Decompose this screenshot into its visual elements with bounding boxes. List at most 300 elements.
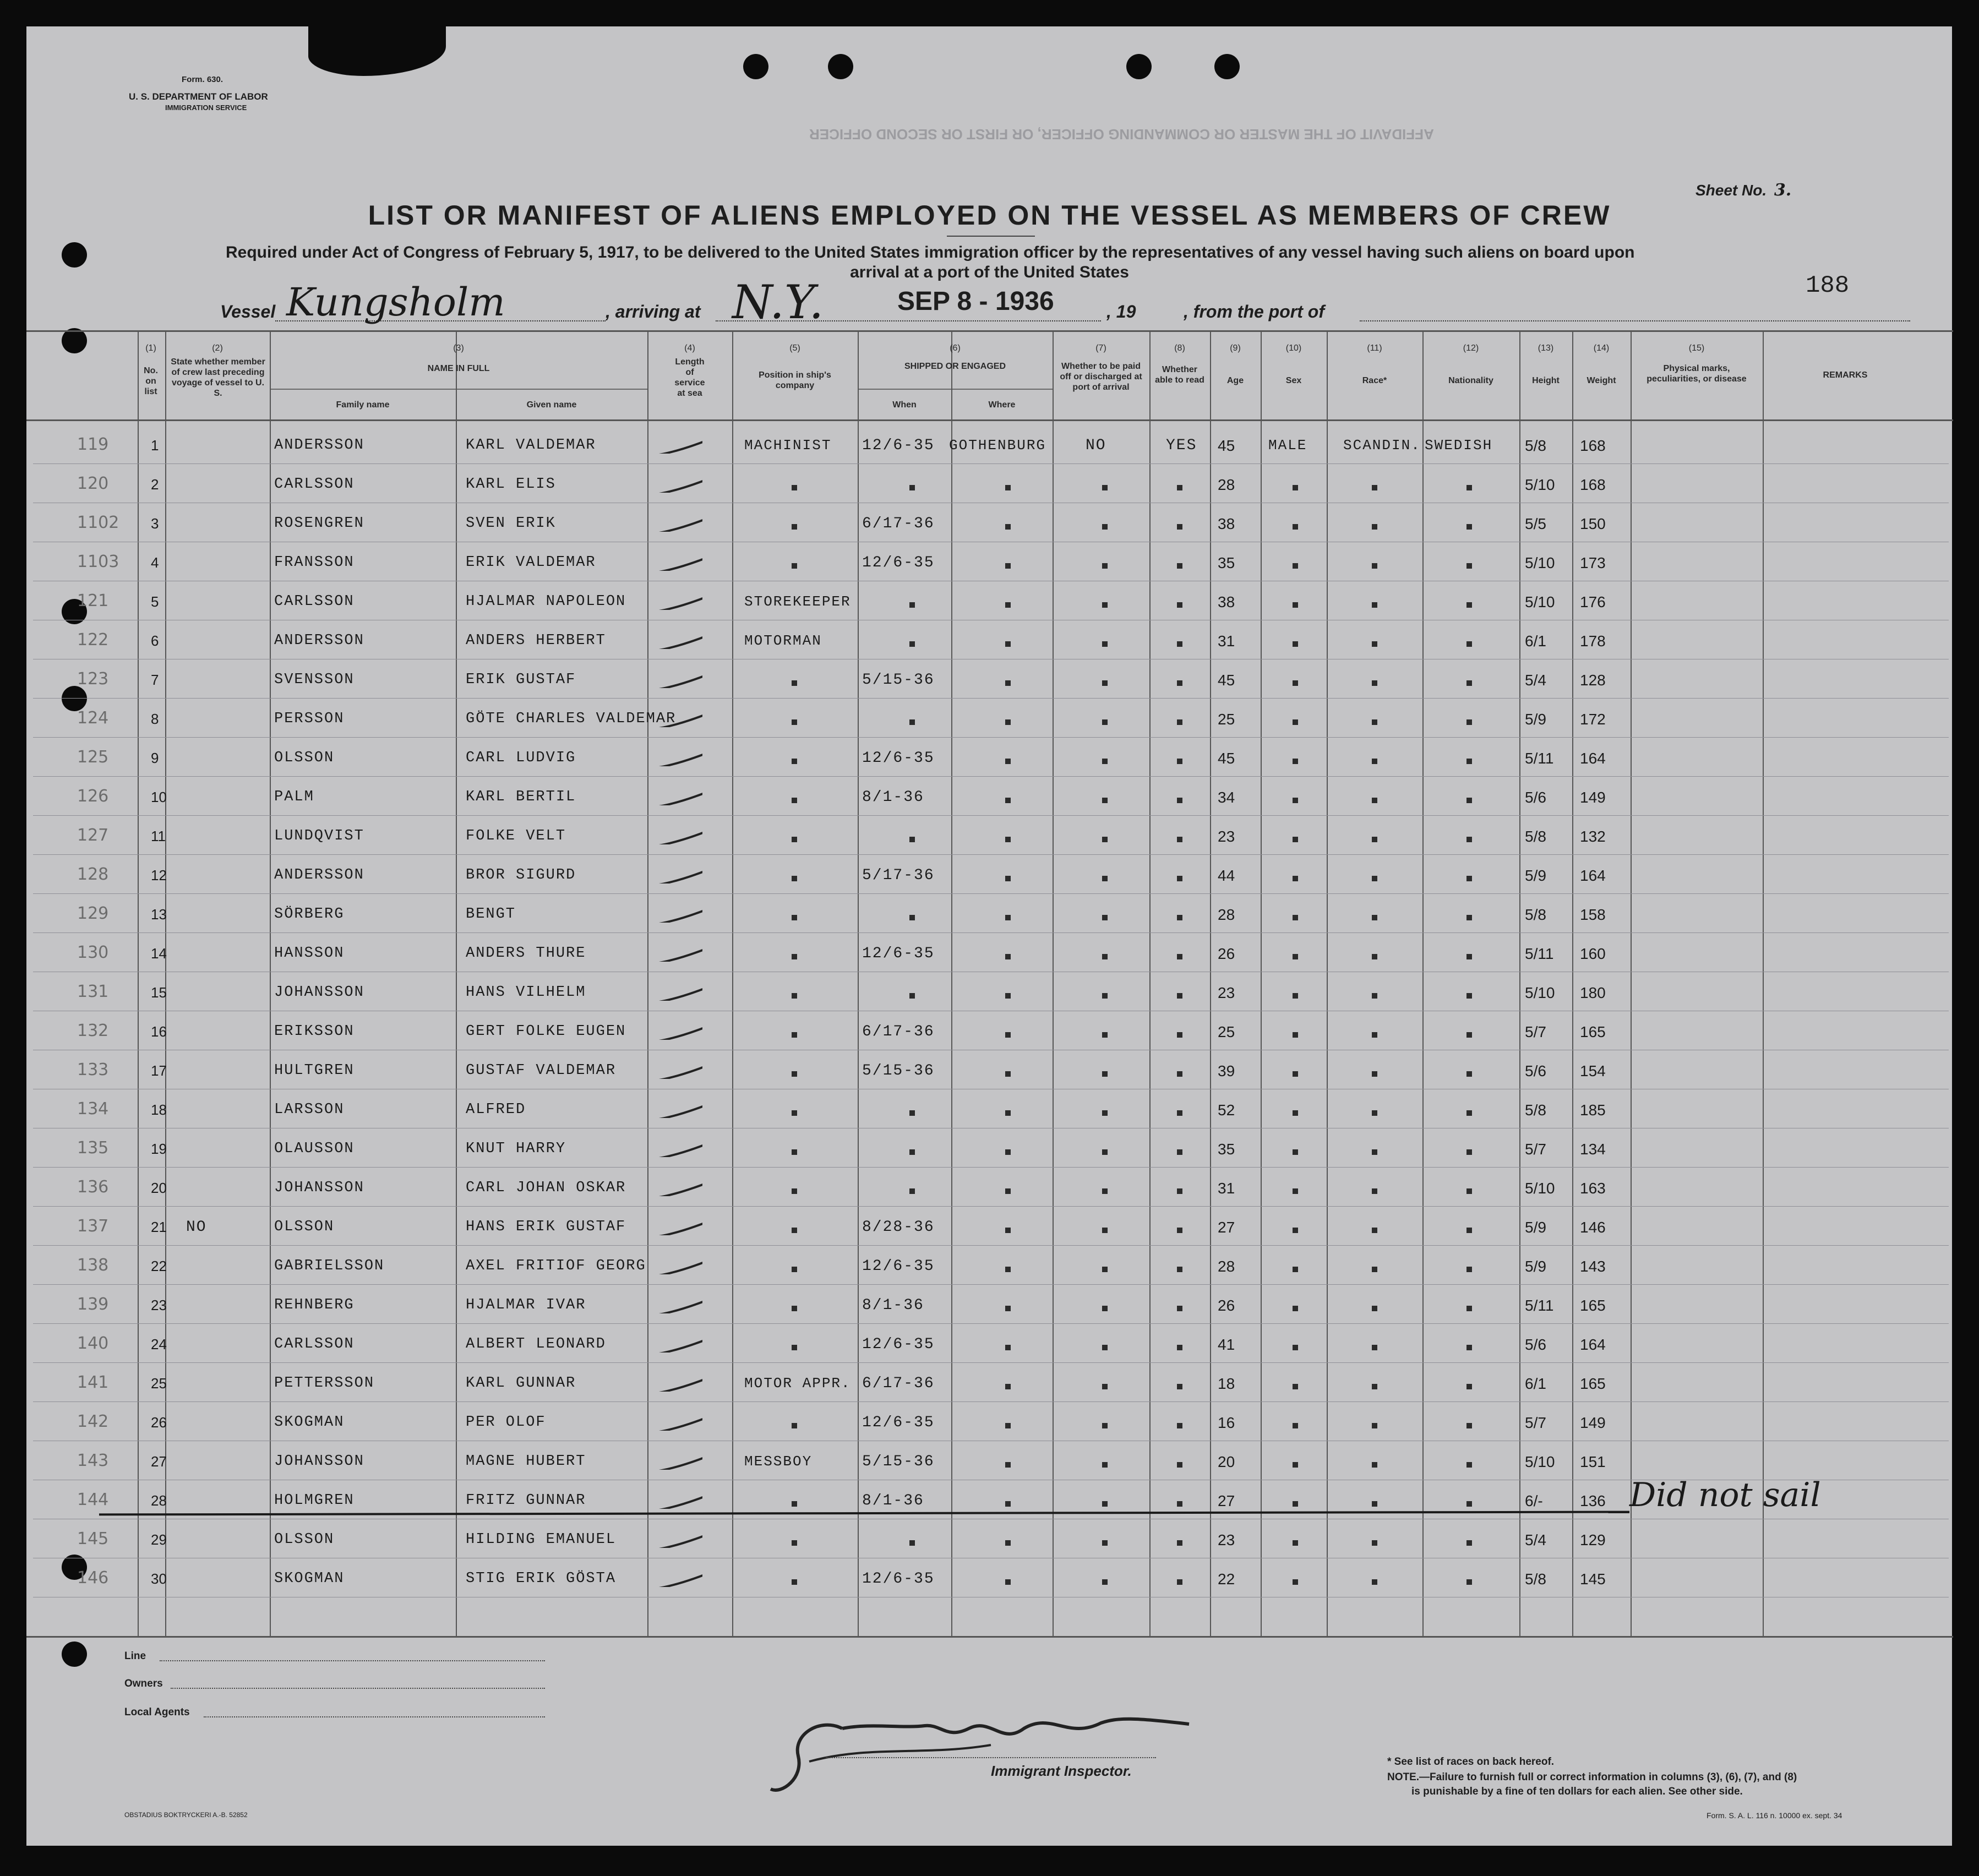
cell-given: PER OLOF [466, 1414, 546, 1431]
ditto-mark [1177, 876, 1182, 881]
table-row [0, 977, 1979, 1016]
cell-height: 5/8 [1525, 906, 1546, 923]
cell-family: SVENSSON [274, 672, 355, 688]
from-port-dotline [1360, 320, 1910, 321]
cell-when: 12/6-35 [862, 437, 935, 454]
ditto-mark [1466, 1071, 1472, 1077]
cell-no: 20 [151, 1180, 167, 1196]
ditto-mark [792, 1228, 797, 1233]
ditto-mark [1466, 1423, 1472, 1428]
ditto-mark [1005, 759, 1011, 764]
ditto-mark [1293, 563, 1298, 569]
cell-height: 5/11 [1525, 945, 1554, 962]
cell-no: 4 [151, 554, 159, 571]
table-bottom-rule [26, 1636, 1953, 1638]
cell-family: CARLSSON [274, 476, 355, 493]
service-check-mark [647, 1291, 702, 1313]
ditto-mark [1466, 485, 1472, 490]
cell-remarks: Did not sail [1629, 1476, 1821, 1514]
ditto-mark [1102, 1540, 1108, 1546]
cell-given: ALFRED [466, 1101, 526, 1118]
cell-weight: 145 [1580, 1570, 1606, 1588]
cell-family: ROSENGREN [274, 515, 364, 532]
signature-text [782, 1717, 784, 1718]
service-check-mark [647, 1018, 702, 1040]
cell-margin: 121 [77, 591, 109, 610]
ditto-mark [792, 1267, 797, 1272]
col10-number: (10) [1285, 343, 1302, 353]
service-check-mark [647, 1409, 702, 1431]
inspector-signature [760, 1695, 1200, 1800]
ditto-mark [1102, 1501, 1108, 1507]
ditto-mark [1102, 1384, 1108, 1389]
table-row [0, 1133, 1979, 1172]
col6-header: SHIPPED OR ENGAGED [904, 362, 1006, 371]
ditto-mark [1293, 1149, 1298, 1155]
table-row [0, 742, 1979, 781]
cell-age: 27 [1218, 1219, 1235, 1236]
cell-height: 5/11 [1525, 1297, 1554, 1314]
col3-number: (3) [453, 343, 464, 353]
ditto-mark [1102, 524, 1108, 530]
cell-age: 39 [1218, 1062, 1235, 1079]
ditto-mark [1177, 1501, 1182, 1507]
table-row [0, 429, 1979, 468]
table-row [0, 468, 1979, 508]
table-row [0, 1172, 1979, 1211]
service-check-mark [647, 783, 702, 805]
cell-margin: 136 [77, 1177, 109, 1197]
cell-sex: MALE [1268, 437, 1307, 454]
ditto-mark [1005, 1384, 1011, 1389]
col4-header: Length of service at sea [674, 357, 705, 398]
cell-weight: 143 [1580, 1258, 1606, 1275]
table-row [0, 703, 1979, 742]
cell-given: BENGT [466, 906, 516, 923]
ditto-mark [1005, 641, 1011, 647]
cell-margin: 128 [77, 865, 109, 884]
cell-height: 5/4 [1525, 1531, 1546, 1548]
ditto-mark [1005, 1032, 1011, 1038]
table-row [0, 547, 1979, 586]
ditto-mark [1466, 876, 1472, 881]
ditto-mark [1466, 954, 1472, 959]
cell-family: SKOGMAN [274, 1570, 345, 1587]
service-check-mark [647, 901, 702, 923]
cell-height: 5/10 [1525, 1180, 1555, 1197]
cell-height: 5/6 [1525, 789, 1546, 806]
cell-no: 22 [151, 1258, 167, 1274]
table-row [0, 1094, 1979, 1133]
cell-weight: 178 [1580, 632, 1606, 650]
cell-weight: 154 [1580, 1062, 1606, 1079]
service-check-mark [647, 744, 702, 766]
cell-given: FRITZ GUNNAR [466, 1492, 586, 1509]
ditto-mark [1177, 1540, 1182, 1546]
ditto-mark [1005, 1501, 1011, 1507]
ditto-mark [1293, 993, 1298, 999]
cell-height: 5/8 [1525, 437, 1546, 454]
header-bottom-rule [26, 419, 1953, 421]
ditto-mark [1177, 1267, 1182, 1272]
ditto-mark [1005, 876, 1011, 881]
ditto-mark [1177, 1071, 1182, 1077]
ditto-mark [792, 1032, 797, 1038]
ditto-mark [1102, 1345, 1108, 1350]
ditto-mark [1293, 641, 1298, 647]
cell-paid: NO [1086, 437, 1106, 454]
service-check-mark [647, 1252, 702, 1274]
table-row [0, 820, 1979, 859]
ditto-mark [792, 993, 797, 999]
col5-header: Position in ship's company [759, 370, 831, 390]
cell-given: KARL ELIS [466, 476, 556, 493]
ditto-mark [909, 837, 915, 842]
service-check-mark [647, 1448, 702, 1470]
ditto-mark [1102, 719, 1108, 725]
owners-label: Owners [124, 1678, 163, 1689]
ditto-mark [1102, 1306, 1108, 1311]
col7-number: (7) [1095, 343, 1106, 353]
ditto-mark [1102, 798, 1108, 803]
ditto-mark [792, 563, 797, 569]
ditto-mark [1177, 1579, 1182, 1585]
cell-given: MAGNE HUBERT [466, 1453, 586, 1470]
cell-race: SCANDIN. [1343, 437, 1421, 454]
cell-margin: 126 [77, 787, 109, 806]
cell-weight: 185 [1580, 1101, 1606, 1119]
ditto-mark [792, 524, 797, 530]
cell-height: 5/8 [1525, 828, 1546, 845]
cell-family: GABRIELSSON [274, 1258, 385, 1274]
ditto-mark [909, 993, 915, 999]
service-check-mark [647, 940, 702, 962]
cell-height: 6/1 [1525, 632, 1546, 650]
ditto-mark [1293, 1540, 1298, 1546]
ditto-mark [1293, 1267, 1298, 1272]
cell-family: SÖRBERG [274, 906, 345, 923]
service-check-mark [647, 979, 702, 1001]
table-row [0, 664, 1979, 703]
ditto-mark [1466, 915, 1472, 920]
ditto-mark [1102, 1188, 1108, 1194]
cell-age: 38 [1218, 593, 1235, 610]
ditto-mark [1372, 719, 1377, 725]
cell-nationality: SWEDISH [1425, 437, 1493, 454]
ditto-mark [1466, 563, 1472, 569]
cell-age: 16 [1218, 1414, 1235, 1431]
ditto-mark [792, 719, 797, 725]
ditto-mark [1177, 1032, 1182, 1038]
ditto-mark [1293, 1345, 1298, 1350]
cell-given: ALBERT LEONARD [466, 1336, 606, 1353]
service-check-mark [647, 1526, 702, 1548]
ditto-mark [1293, 1188, 1298, 1194]
cell-weight: 134 [1580, 1141, 1606, 1158]
cell-weight: 164 [1580, 750, 1606, 767]
ditto-mark [1293, 1306, 1298, 1311]
ditto-mark [1293, 1110, 1298, 1116]
ditto-mark [1293, 719, 1298, 725]
service-check-mark [647, 1135, 702, 1157]
cell-given: KARL GUNNAR [466, 1375, 576, 1392]
ditto-mark [1102, 915, 1108, 920]
cell-no: 10 [151, 789, 167, 805]
col1-number: (1) [145, 343, 156, 353]
service-check-mark [647, 822, 702, 844]
ditto-mark [792, 1110, 797, 1116]
ditto-mark [1293, 876, 1298, 881]
department-name: U. S. DEPARTMENT OF LABOR [129, 91, 268, 102]
service-check-mark [647, 1057, 702, 1079]
col13-number: (13) [1538, 343, 1554, 353]
table-row [0, 1476, 1979, 1524]
ditto-mark [1293, 680, 1298, 686]
cell-margin: 139 [77, 1295, 109, 1314]
cell-height: 5/10 [1525, 476, 1555, 493]
shipped-subheader-rule [858, 389, 1053, 390]
cell-margin: 130 [77, 943, 109, 962]
cell-margin: 123 [77, 669, 109, 689]
cell-family: PETTERSSON [274, 1375, 375, 1392]
cell-given: CARL JOHAN OSKAR [466, 1180, 626, 1196]
ditto-mark [1466, 1228, 1472, 1233]
service-check-mark [647, 705, 702, 727]
ditto-mark [792, 915, 797, 920]
ditto-mark [1293, 524, 1298, 530]
ditto-mark [1372, 1149, 1377, 1155]
table-row [0, 1250, 1979, 1289]
cell-given: SVEN ERIK [466, 515, 556, 532]
ditto-mark [792, 798, 797, 803]
col12-number: (12) [1463, 343, 1479, 353]
cell-age: 28 [1218, 906, 1235, 923]
cell-position: STOREKEEPER [744, 593, 851, 610]
cell-weight: 132 [1580, 828, 1606, 845]
cell-age: 35 [1218, 554, 1235, 571]
punch-hole [743, 54, 768, 79]
table-top-rule [26, 330, 1953, 332]
service-check-mark [647, 432, 702, 454]
ditto-mark [1177, 485, 1182, 490]
cell-height: 5/9 [1525, 1258, 1546, 1275]
ditto-mark [792, 1540, 797, 1546]
cell-no: 29 [151, 1531, 167, 1548]
ditto-mark [1102, 1228, 1108, 1233]
cell-given: GUSTAF VALDEMAR [466, 1062, 617, 1079]
ditto-mark [1102, 1579, 1108, 1585]
ditto-mark [1102, 1071, 1108, 1077]
ditto-mark [1466, 641, 1472, 647]
table-row [0, 1524, 1979, 1563]
cell-age: 41 [1218, 1336, 1235, 1353]
cell-position: MOTOR APPR. [744, 1375, 851, 1392]
cell-no: 30 [151, 1570, 167, 1587]
ditto-mark [1466, 1501, 1472, 1507]
cell-height: 6/- [1525, 1492, 1543, 1509]
ditto-mark [1372, 602, 1377, 608]
cell-family: CARLSSON [274, 1336, 355, 1353]
sheet-value: 3. [1774, 181, 1792, 200]
col10-header: Sex [1285, 376, 1302, 385]
cell-no: 18 [151, 1101, 167, 1118]
ditto-mark [792, 759, 797, 764]
cell-weight: 172 [1580, 711, 1606, 728]
col12-header: Nationality [1448, 376, 1493, 385]
punch-hole [828, 54, 853, 79]
ditto-mark [1102, 1423, 1108, 1428]
ditto-mark [1177, 719, 1182, 725]
cell-family: ERIKSSON [274, 1023, 355, 1040]
cell-family: LARSSON [274, 1101, 345, 1118]
cell-no: 3 [151, 515, 159, 532]
ditto-mark [1177, 1384, 1182, 1389]
table-row [0, 625, 1979, 664]
cell-family: PALM [274, 789, 314, 805]
table-row [0, 1055, 1979, 1094]
ditto-mark [1005, 1423, 1011, 1428]
agents-dotline [204, 1716, 545, 1717]
service-check-mark [647, 1096, 702, 1118]
cell-weight: 128 [1580, 672, 1606, 689]
ditto-mark [1466, 993, 1472, 999]
cell-no: 9 [151, 750, 159, 766]
ditto-mark [792, 485, 797, 490]
punch-hole [1214, 54, 1240, 79]
ditto-mark [1372, 1501, 1377, 1507]
ditto-mark [1466, 680, 1472, 686]
ditto-mark [1372, 485, 1377, 490]
ditto-mark [909, 1110, 915, 1116]
cell-no: 19 [151, 1141, 167, 1157]
table-row [0, 1289, 1979, 1328]
cell-age: 31 [1218, 1180, 1235, 1197]
given-name-subheader: Given name [526, 400, 577, 410]
ditto-mark [1177, 759, 1182, 764]
cell-age: 25 [1218, 1023, 1235, 1040]
ditto-mark [1005, 1110, 1011, 1116]
cell-margin: 125 [77, 748, 109, 767]
sheet-number-label [1695, 181, 1791, 200]
ditto-mark [1372, 1032, 1377, 1038]
ditto-mark [1372, 759, 1377, 764]
vessel-label: Vessel [220, 302, 276, 321]
ditto-mark [792, 876, 797, 881]
ditto-mark [1005, 719, 1011, 725]
service-check-mark [647, 471, 702, 493]
cell-when: 12/6-35 [862, 945, 935, 962]
ditto-mark [792, 1423, 797, 1428]
ditto-mark [1177, 524, 1182, 530]
ditto-mark [1005, 1267, 1011, 1272]
ditto-mark [1466, 1384, 1472, 1389]
ditto-mark [792, 1579, 797, 1585]
cell-when: 12/6-35 [862, 1336, 935, 1353]
ditto-mark [1293, 837, 1298, 842]
service-check-mark [647, 588, 702, 610]
cell-weight: 136 [1580, 1492, 1606, 1509]
ditto-mark [792, 680, 797, 686]
ditto-mark [1102, 876, 1108, 881]
ditto-mark [792, 1149, 797, 1155]
table-row [0, 937, 1979, 977]
cell-no: 24 [151, 1336, 167, 1353]
ditto-mark [1466, 837, 1472, 842]
ditto-mark [1177, 1228, 1182, 1233]
cell-given: HJALMAR NAPOLEON [466, 593, 626, 610]
sheet-label: Sheet No. [1695, 182, 1767, 199]
col2-number: (2) [212, 343, 223, 353]
cell-when: 6/17-36 [862, 1023, 935, 1040]
cell-margin: 129 [77, 904, 109, 923]
cell-no: 23 [151, 1297, 167, 1313]
title-rule [947, 236, 1035, 237]
cell-margin: 133 [77, 1060, 109, 1079]
ditto-mark [909, 915, 915, 920]
cell-height: 5/5 [1525, 515, 1546, 532]
cell-height: 5/11 [1525, 750, 1554, 767]
local-agents-label: Local Agents [124, 1706, 190, 1718]
cell-given: HJALMAR IVAR [466, 1297, 586, 1313]
cell-position: MESSBOY [744, 1453, 813, 1470]
cell-age: 28 [1218, 1258, 1235, 1275]
cell-margin: 137 [77, 1217, 109, 1236]
cell-height: 5/4 [1525, 672, 1546, 689]
cell-height: 6/1 [1525, 1375, 1546, 1392]
ditto-mark [1005, 680, 1011, 686]
cell-when: 8/1-36 [862, 1492, 924, 1509]
cell-weight: 168 [1580, 476, 1606, 493]
ditto-mark [1372, 641, 1377, 647]
ditto-mark [1372, 1423, 1377, 1428]
col11-header: Race* [1362, 376, 1387, 385]
cell-margin: 119 [77, 435, 109, 454]
ditto-mark [1005, 1540, 1011, 1546]
cell-age: 45 [1218, 437, 1235, 454]
ditto-mark [1102, 993, 1108, 999]
cell-no: 5 [151, 593, 159, 610]
ditto-mark [1177, 1149, 1182, 1155]
cell-weight: 164 [1580, 1336, 1606, 1353]
ditto-mark [1293, 1032, 1298, 1038]
cell-given: HANS ERIK GUSTAF [466, 1219, 626, 1235]
table-row [0, 586, 1979, 625]
cell-margin: 143 [77, 1451, 109, 1470]
ditto-mark [1102, 1267, 1108, 1272]
col8-header: Whether able to read [1155, 365, 1204, 385]
cell-when: 12/6-35 [862, 1570, 935, 1588]
cell-given: BROR SIGURD [466, 867, 576, 884]
ditto-mark [1102, 485, 1108, 490]
cell-height: 5/8 [1525, 1101, 1546, 1119]
cell-age: 52 [1218, 1101, 1235, 1119]
ditto-mark [1005, 1306, 1011, 1311]
ditto-mark [1102, 759, 1108, 764]
cell-no: 25 [151, 1375, 167, 1392]
ditto-mark [1293, 485, 1298, 490]
form-number: Form. 630. [182, 75, 223, 84]
cell-family: OLSSON [274, 750, 335, 766]
date-stamp: SEP 8 - 1936 [897, 287, 1054, 316]
cell-age: 26 [1218, 1297, 1235, 1314]
cell-no: 8 [151, 711, 159, 727]
ditto-mark [1293, 915, 1298, 920]
ditto-mark [1372, 915, 1377, 920]
ditto-mark [1293, 1579, 1298, 1585]
cell-weight: 173 [1580, 554, 1606, 571]
cell-weight: 149 [1580, 789, 1606, 806]
cell-height: 5/6 [1525, 1336, 1546, 1353]
